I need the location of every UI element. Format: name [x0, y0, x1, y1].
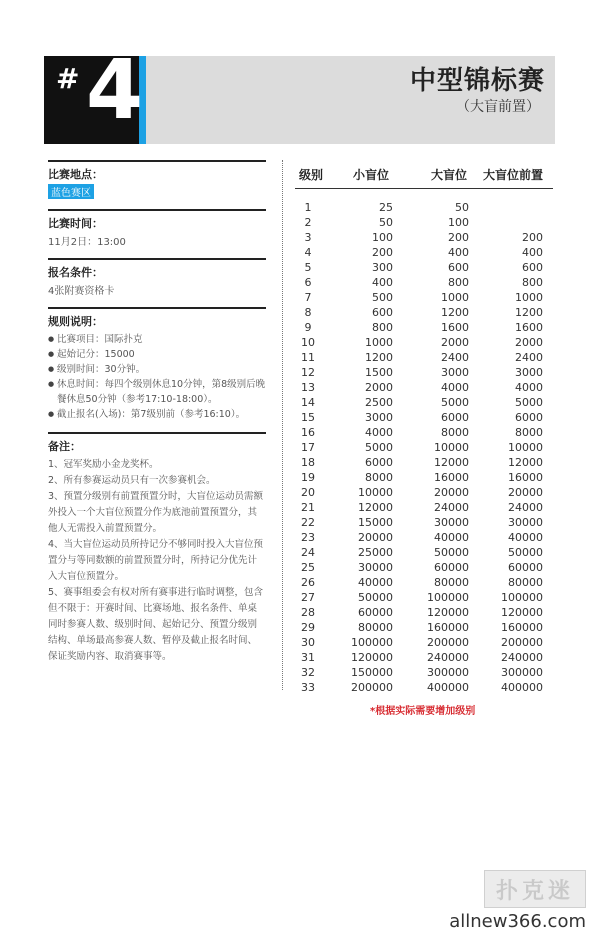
- rule-item: ● 截止报名(入场)：第7级别前（参考16:10）。: [48, 407, 266, 422]
- cell-small-blind: 600: [372, 306, 393, 319]
- table-row: [295, 576, 553, 591]
- note-item: 1、冠军奖励小金龙奖杯。: [48, 459, 159, 470]
- table-row: [295, 246, 553, 261]
- table-row: [295, 306, 553, 321]
- time-value: 11月2日：13:00: [48, 237, 126, 248]
- table-row: [295, 471, 553, 486]
- cell-big-blind: 8000: [441, 426, 469, 439]
- cell-small-blind: 1500: [365, 366, 393, 379]
- footnote: *根据实际需要增加级别: [370, 706, 476, 717]
- table-row: [295, 261, 553, 276]
- cell-big-blind: 1600: [441, 321, 469, 334]
- note-item: 4、当大盲位运动员所持记分不够同时投入大盲位预置分与等同数额的前置预置分时，所持记分优先计入大盲位预置分。: [48, 539, 264, 582]
- cell-small-blind: 60000: [358, 606, 393, 619]
- table-row: [295, 621, 553, 636]
- cell-level: 21: [301, 501, 315, 514]
- table-row: [295, 291, 553, 306]
- cell-small-blind: 6000: [365, 456, 393, 469]
- cell-level: 24: [301, 546, 315, 559]
- rules-list: [48, 332, 266, 422]
- cell-big-blind: 40000: [434, 531, 469, 544]
- info-column: [48, 160, 266, 675]
- page-title: 中型锦标赛: [409, 66, 545, 96]
- cell-big-blind: 100000: [427, 591, 469, 604]
- rule-item: ● 级别时间：30分钟。: [48, 362, 266, 377]
- cell-ante: 1200: [515, 306, 543, 319]
- cell-big-blind: 400000: [427, 681, 469, 694]
- cell-level: 31: [301, 651, 315, 664]
- cell-big-blind: 400: [448, 246, 469, 259]
- table-row: [295, 411, 553, 426]
- cell-level: 10: [301, 336, 315, 349]
- cell-ante: 300000: [501, 666, 543, 679]
- cell-big-blind: 800: [448, 276, 469, 289]
- table-row: [295, 231, 553, 246]
- cell-ante: 40000: [508, 531, 543, 544]
- cell-ante: 1600: [515, 321, 543, 334]
- cell-level: 20: [301, 486, 315, 499]
- rule-item: ● 起始记分：15000: [48, 347, 266, 362]
- cell-small-blind: 120000: [351, 651, 393, 664]
- note-item: 5、赛事组委会有权对所有赛事进行临时调整，包含但不限于：开赛时间、比赛场地、报名条件、单桌同时参赛人数、级别时间、起始记分、预置分级别结构、单场最高参赛人数、暂停及截止报名时间、保证奖励内容、取消赛事等。: [48, 587, 264, 662]
- location-label: 比赛地点：: [48, 168, 103, 181]
- cell-big-blind: 600: [448, 261, 469, 274]
- cell-level: 25: [301, 561, 315, 574]
- time-label: 比赛时间：: [48, 217, 103, 230]
- table-row: [295, 501, 553, 516]
- table-row: [295, 546, 553, 561]
- cell-small-blind: 100: [372, 231, 393, 244]
- cell-ante: 2000: [515, 336, 543, 349]
- table-row: [295, 336, 553, 351]
- cell-small-blind: 200: [372, 246, 393, 259]
- note-item: 3、预置分级别有前置预置分时，大盲位运动员需额外投入一个大盲位预置分作为底池前置预置分，其他人无需投入前置预置分。: [48, 491, 264, 534]
- cell-ante: 8000: [515, 426, 543, 439]
- table-row: [295, 681, 553, 696]
- cell-level: 29: [301, 621, 315, 634]
- table-row: [295, 651, 553, 666]
- cell-big-blind: 5000: [441, 396, 469, 409]
- table-row: [295, 201, 553, 216]
- cell-ante: 12000: [508, 456, 543, 469]
- event-number: 4: [86, 43, 144, 138]
- cell-level: 33: [301, 681, 315, 694]
- note-item: 2、所有参赛运动员只有一次参赛机会。: [48, 475, 216, 486]
- cell-ante: 200: [522, 231, 543, 244]
- table-row: [295, 561, 553, 576]
- entry-value: 4张附赛资格卡: [48, 286, 115, 297]
- cell-level: 11: [301, 351, 315, 364]
- cell-big-blind: 200: [448, 231, 469, 244]
- blind-structure-table: [295, 160, 553, 696]
- table-row: [295, 351, 553, 366]
- cell-ante: 3000: [515, 366, 543, 379]
- cell-small-blind: 5000: [365, 441, 393, 454]
- cell-big-blind: 4000: [441, 381, 469, 394]
- notes-section: [48, 432, 266, 665]
- cell-level: 2: [304, 216, 312, 229]
- table-row: [295, 396, 553, 411]
- cell-big-blind: 16000: [434, 471, 469, 484]
- cell-big-blind: 160000: [427, 621, 469, 634]
- cell-big-blind: 50000: [434, 546, 469, 559]
- cell-big-blind: 20000: [434, 486, 469, 499]
- cell-level: 27: [301, 591, 315, 604]
- cell-big-blind: 60000: [434, 561, 469, 574]
- table-row: [295, 366, 553, 381]
- table-row: [295, 531, 553, 546]
- cell-ante: 400000: [501, 681, 543, 694]
- header-big-blind: 大盲位: [431, 168, 468, 182]
- table-row: [295, 321, 553, 336]
- cell-small-blind: 800: [372, 321, 393, 334]
- table-row: [295, 636, 553, 651]
- watermark-url: allnew366.com: [449, 911, 586, 932]
- rules-label: 规则说明：: [48, 315, 103, 328]
- cell-small-blind: 4000: [365, 426, 393, 439]
- table-row: [295, 516, 553, 531]
- cell-level: 8: [304, 306, 312, 319]
- cell-small-blind: 3000: [365, 411, 393, 424]
- cell-ante: 600: [522, 261, 543, 274]
- location-badge: 蓝色赛区: [48, 184, 94, 199]
- cell-big-blind: 6000: [441, 411, 469, 424]
- cell-big-blind: 50: [455, 201, 469, 214]
- cell-small-blind: 2500: [365, 396, 393, 409]
- table-row: [295, 606, 553, 621]
- cell-ante: 120000: [501, 606, 543, 619]
- cell-ante: 20000: [508, 486, 543, 499]
- cell-ante: 30000: [508, 516, 543, 529]
- cell-ante: 1000: [515, 291, 543, 304]
- cell-small-blind: 100000: [351, 636, 393, 649]
- cell-ante: 240000: [501, 651, 543, 664]
- cell-level: 6: [304, 276, 312, 289]
- entry-label: 报名条件：: [48, 266, 103, 279]
- cell-ante: 800: [522, 276, 543, 289]
- table-row: [295, 276, 553, 291]
- cell-big-blind: 30000: [434, 516, 469, 529]
- header-small-blind: 小盲位: [353, 168, 390, 182]
- cell-big-blind: 100: [448, 216, 469, 229]
- table-row: [295, 591, 553, 606]
- cell-big-blind: 3000: [441, 366, 469, 379]
- cell-level: 32: [301, 666, 315, 679]
- cell-big-blind: 10000: [434, 441, 469, 454]
- cell-big-blind: 2400: [441, 351, 469, 364]
- cell-small-blind: 25000: [358, 546, 393, 559]
- rule-item: ● 比赛项目：国际扑克: [48, 332, 266, 347]
- cell-small-blind: 2000: [365, 381, 393, 394]
- cell-ante: 160000: [501, 621, 543, 634]
- table-row: [295, 216, 553, 231]
- cell-ante: 24000: [508, 501, 543, 514]
- cell-ante: 100000: [501, 591, 543, 604]
- cell-small-blind: 50: [379, 216, 393, 229]
- cell-level: 14: [301, 396, 315, 409]
- cell-level: 23: [301, 531, 315, 544]
- table-row: [295, 666, 553, 681]
- rule-item: ● 休息时间：每四个级别休息10分钟，第8级别后晚餐休息50分钟（参考17:10-18:00）。: [48, 377, 266, 407]
- cell-ante: 5000: [515, 396, 543, 409]
- cell-level: 15: [301, 411, 315, 424]
- cell-small-blind: 50000: [358, 591, 393, 604]
- cell-small-blind: 400: [372, 276, 393, 289]
- cell-small-blind: 40000: [358, 576, 393, 589]
- cell-big-blind: 2000: [441, 336, 469, 349]
- cell-small-blind: 25: [379, 201, 393, 214]
- cell-small-blind: 300: [372, 261, 393, 274]
- time-section: [48, 209, 266, 248]
- cell-big-blind: 200000: [427, 636, 469, 649]
- cell-ante: 10000: [508, 441, 543, 454]
- entry-section: [48, 258, 266, 297]
- table-body: [295, 189, 553, 696]
- cell-big-blind: 120000: [427, 606, 469, 619]
- cell-ante: 16000: [508, 471, 543, 484]
- cell-level: 12: [301, 366, 315, 379]
- cell-small-blind: 8000: [365, 471, 393, 484]
- cell-level: 16: [301, 426, 315, 439]
- table-header: [295, 160, 553, 189]
- header-big-blind-ante: 大盲位前置: [483, 168, 544, 182]
- cell-level: 26: [301, 576, 315, 589]
- cell-ante: 4000: [515, 381, 543, 394]
- rules-section: [48, 307, 266, 422]
- cell-level: 28: [301, 606, 315, 619]
- cell-ante: 200000: [501, 636, 543, 649]
- cell-level: 30: [301, 636, 315, 649]
- cell-level: 13: [301, 381, 315, 394]
- cell-small-blind: 1200: [365, 351, 393, 364]
- cell-ante: 60000: [508, 561, 543, 574]
- cell-ante: 50000: [508, 546, 543, 559]
- location-section: [48, 160, 266, 199]
- cell-small-blind: 10000: [358, 486, 393, 499]
- table-row: [295, 441, 553, 456]
- cell-level: 3: [304, 231, 312, 244]
- cell-big-blind: 240000: [427, 651, 469, 664]
- cell-small-blind: 12000: [358, 501, 393, 514]
- cell-small-blind: 500: [372, 291, 393, 304]
- cell-level: 22: [301, 516, 315, 529]
- cell-level: 7: [304, 291, 312, 304]
- cell-ante: 2400: [515, 351, 543, 364]
- cell-big-blind: 300000: [427, 666, 469, 679]
- cell-big-blind: 1200: [441, 306, 469, 319]
- cell-small-blind: 30000: [358, 561, 393, 574]
- cell-level: 19: [301, 471, 315, 484]
- header-level: 级别: [299, 168, 324, 182]
- cell-small-blind: 80000: [358, 621, 393, 634]
- table-row: [295, 456, 553, 471]
- table-row: [295, 426, 553, 441]
- cell-small-blind: 15000: [358, 516, 393, 529]
- cell-level: 18: [301, 456, 315, 469]
- cell-level: 17: [301, 441, 315, 454]
- cell-small-blind: 20000: [358, 531, 393, 544]
- cell-big-blind: 80000: [434, 576, 469, 589]
- cell-small-blind: 200000: [351, 681, 393, 694]
- table-row: [295, 381, 553, 396]
- hash-symbol: #: [56, 62, 80, 95]
- table-row: [295, 486, 553, 501]
- cell-big-blind: 12000: [434, 456, 469, 469]
- cell-ante: 6000: [515, 411, 543, 424]
- cell-ante: 400: [522, 246, 543, 259]
- watermark-logo: 扑克迷: [484, 870, 586, 908]
- column-divider: [282, 160, 283, 690]
- cell-level: 9: [304, 321, 312, 334]
- page-subtitle: （大盲前置）: [456, 99, 540, 115]
- notes-label: 备注：: [48, 440, 81, 453]
- cell-level: 4: [304, 246, 312, 259]
- cell-ante: 80000: [508, 576, 543, 589]
- cell-big-blind: 1000: [441, 291, 469, 304]
- cell-small-blind: 150000: [351, 666, 393, 679]
- cell-big-blind: 24000: [434, 501, 469, 514]
- cell-level: 1: [304, 201, 312, 214]
- cell-small-blind: 1000: [365, 336, 393, 349]
- cell-level: 5: [304, 261, 312, 274]
